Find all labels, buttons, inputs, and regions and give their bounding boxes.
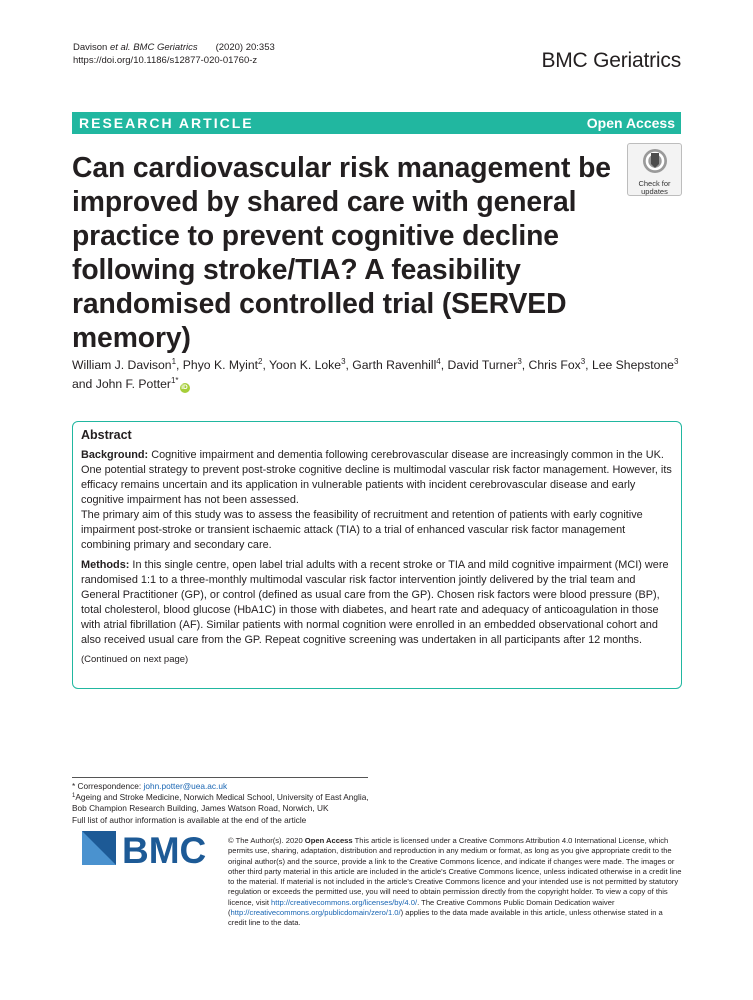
orcid-icon[interactable]: iD xyxy=(181,384,188,391)
open-access-label: Open Access xyxy=(586,115,675,131)
article-title: Can cardiovascular risk management be improved by shared care with general practice to prevent cognitive decline following stroke/TIA? A feasibility randomised controlled trial (SERVED memory) xyxy=(72,151,611,353)
abstract-background: Background: Cognitive impairment and dementia following cerebrovascular disease are increasingly common in the UK. One potential strategy to prevent post-stroke cognitive decline is multimodal vascular risk factor management. However, its efficacy remains uncertain and its application in vulnerable patients with incident cerebrovascular disease and early cognitive impairment has not been assessed. xyxy=(81,449,672,506)
author[interactable]: John F. Potter$^{1*}$ xyxy=(95,376,179,391)
abstract-methods: Methods: In this single centre, open label trial adults with a recent stroke or TIA and mild cognitive impairment (MCI) were randomised 1:1 to a three-monthly multimodal vascular risk factor intervention jointly delivered by the trial team and General Practitioner (GP), or control (defined as usual care from the GP). Chosen risk factors were blood pressure (BP), total cholesterol, blood glucose (HbA1C) in those with diabetes, and heart rate and adequacy of anticoagulation in those with atrial fibrillation (AF). Similar patients with normal cognition were enrolled in an embedded observational cohort and also received usual care from the GP. Repeat cognitive screening was undertaken in all participants after 12 months. xyxy=(81,559,669,646)
check-for-updates-badge[interactable] xyxy=(627,143,682,196)
journal-name: BMC Geriatrics xyxy=(541,49,681,72)
doi-link[interactable]: https://doi.org/10.1186/s12877-020-01760-z xyxy=(73,55,258,66)
article-type-banner xyxy=(72,112,681,134)
author[interactable]: Yoon K. Loke$^3$ xyxy=(269,357,346,372)
continued-note: (Continued on next page) xyxy=(81,654,189,665)
bmc-logo xyxy=(82,831,212,867)
check-for-updates-icon xyxy=(642,148,668,174)
abstract-box xyxy=(72,421,682,689)
affiliation: Ageing and Stroke Medicine, Norwich Medical School, University of East Anglia, Bob Champion Research Building, James Watson Road, Norwich, UK xyxy=(72,792,369,814)
author[interactable]: Lee Shepstone$^3$ xyxy=(591,357,679,372)
journal-citation: et al. BMC Geriatrics xyxy=(109,42,198,53)
correspondence-email[interactable]: john.potter@uea.ac.uk xyxy=(143,781,228,791)
bmc-logo-text: BMC xyxy=(122,831,207,867)
correspondence-footnote: * Correspondence: john.potter@uea.ac.uk $^1$Ageing and Stroke Medicine, Norwich Medical School, University of East Anglia, Bob Champion Research Building, James Watson Road, Norwich, UK Full list of author information is available at the end of the article xyxy=(72,781,372,826)
year-volume: (2020) 20:353 xyxy=(215,42,275,53)
author[interactable]: Phyo K. Myint$^2$ xyxy=(182,357,263,372)
abstract-aim: The primary aim of this study was to assess the feasibility of recruitment and retention of patients with early cognitive impairment post-stroke or transient ischaemic attack (TIA) to a trial of enhanced vascular risk factor management combining primary and secondary care. xyxy=(81,509,643,551)
author[interactable]: David Turner$^3$ xyxy=(447,357,522,372)
author-list: William J. Davison$^1$, Phyo K. Myint$^2$, Yoon K. Loke$^3$, Garth Ravenhill$^4$, David Turner$^3$, Chris Fox$^3$, Lee Shepstone$^3$ and John F. Potter$^{1*}$iD xyxy=(72,357,679,391)
footnote-divider xyxy=(72,777,368,778)
article-type: RESEARCH ARTICLE xyxy=(79,115,254,131)
and-connector: and xyxy=(72,377,96,391)
cc-by-link[interactable]: http://creativecommons.org/licenses/by/4.0/ xyxy=(271,897,418,907)
author[interactable]: Garth Ravenhill$^4$ xyxy=(352,357,441,372)
citation-line: Davison et al. BMC Geriatrics (2020) 20:353 xyxy=(73,42,275,53)
author[interactable]: William J. Davison$^1$ xyxy=(72,357,177,372)
abstract-heading: Abstract xyxy=(81,428,132,442)
check-for-updates-label: Check for updates xyxy=(638,179,671,196)
license-statement: © The Author(s). 2020 Open Access This article is licensed under a Creative Commons Attribution 4.0 International License, which permits use, sharing, adaptation, distribution and reproduction in any medium or format, as long as you give appropriate credit to the original author(s) and the source, provide a link to the Creative Commons licence, and indicate if changes were made. The images or other third party material in this article are included in the article's Creative Commons licence, unless indicated otherwise in a credit line to the material. If material is not included in the article's Creative Commons licence and your intended use is not permitted by statutory regulation or exceeds the permitted use, you will need to obtain permission directly from the copyright holder. To view a copy of this licence, visit http://creativecommons.org/licenses/by/4.0/. The Creative Commons Public Domain Dedication waiver (http://creativecommons.org/publicdomain/zero/1.0/) applies to the data made available in this article, unless otherwise stated in a credit line to the data. xyxy=(228,836,682,928)
running-header xyxy=(73,41,275,67)
author-info-note: Full list of author information is available at the end of the article xyxy=(72,814,307,825)
author[interactable]: Chris Fox$^3$ xyxy=(528,357,586,372)
cc-zero-link[interactable]: http://creativecommons.org/publicdomain/zero/1.0/ xyxy=(230,908,401,918)
